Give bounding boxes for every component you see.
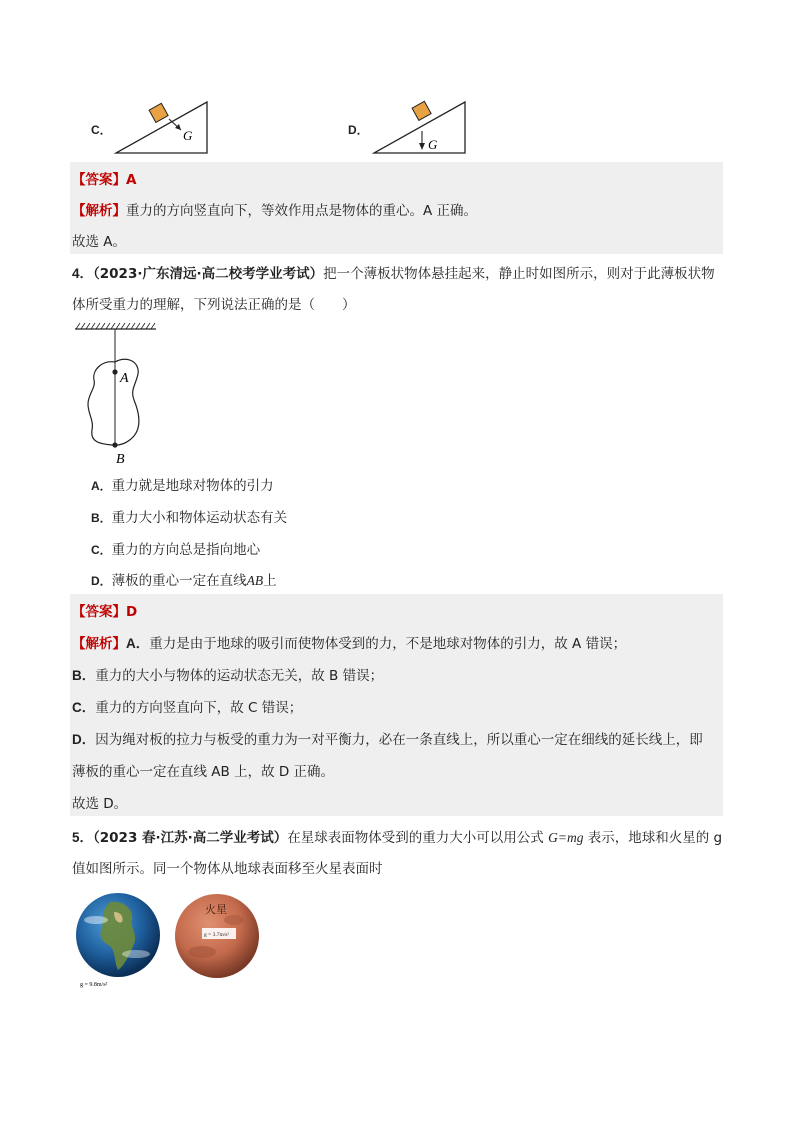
- earth-image: [76, 893, 160, 977]
- q4-option-a: [91, 474, 274, 494]
- analysis-text: 重力的方向竖直向下，等效作用点是物体的重心。A 正确。: [126, 203, 478, 219]
- analysis-tag: 【解析】: [72, 203, 126, 219]
- analysis-text: 因为绳对板的拉力与板受的重力为一对平衡力，必在一条直线上，所以重心一定在细线的延长线上，即: [95, 732, 703, 748]
- option-d-figure: [372, 100, 468, 156]
- formula: G=mg: [548, 830, 584, 845]
- analysis-letter: D．: [72, 732, 96, 747]
- q5-stem-line2: 值如图所示。同一个物体从地球表面移至火星表面时: [72, 861, 383, 877]
- q4-option-c: [91, 538, 260, 558]
- hanging-plate-figure: [72, 322, 162, 468]
- option-text-after: 上: [263, 573, 277, 589]
- question-source: （2023 春·江苏·高二学业考试）: [93, 830, 288, 846]
- answer-value: A: [126, 172, 137, 188]
- q4-answer-line: [72, 600, 137, 620]
- option-letter: A．: [91, 479, 112, 493]
- analysis-letter: B．: [72, 668, 96, 683]
- mars-title: 火星: [205, 904, 227, 916]
- q4-analysis-a: [72, 632, 626, 652]
- analysis-letter: C．: [72, 700, 96, 715]
- question-stem: 在星球表面物体受到的重力大小可以用公式: [287, 830, 549, 846]
- analysis-letter: A．: [126, 636, 150, 651]
- q3-conclusion: 故选 A。: [72, 234, 127, 250]
- option-text: 重力大小和物体运动状态有关: [111, 510, 288, 526]
- q4-analysis-cont: 薄板的重心一定在直线 AB 上，故 D 正确。: [72, 764, 335, 780]
- option-italic: AB: [246, 573, 264, 588]
- point-b-label: B: [116, 452, 125, 467]
- question-number: 5．: [72, 830, 94, 845]
- q4-stem-line2: 体所受重力的理解，下列说法正确的是（ ）: [72, 297, 356, 313]
- option-d-label: D．: [348, 123, 369, 137]
- q3-answer-line: [72, 168, 136, 188]
- q4-option-b: [91, 506, 287, 526]
- option-c-label: C．: [91, 123, 112, 137]
- analysis-tag: 【解析】: [72, 636, 126, 652]
- answer-tag: 【答案】: [72, 172, 126, 188]
- planets-figure: [74, 890, 270, 1002]
- earth-g-label: g = 9.8m/s²: [80, 982, 108, 988]
- q4-analysis-b: [72, 664, 383, 684]
- option-text: 重力就是地球对物体的引力: [111, 478, 274, 494]
- q4-option-d: [91, 569, 277, 589]
- force-label: G: [428, 137, 438, 152]
- force-label: G: [183, 128, 193, 143]
- answer-tag: 【答案】: [72, 604, 126, 620]
- option-text: 重力的方向总是指向地心: [111, 542, 261, 558]
- analysis-text: 重力是由于地球的吸引而使物体受到的力，不是地球对物体的引力，故 A 错误；: [149, 636, 627, 652]
- answer-value: D: [126, 604, 138, 620]
- option-c-figure: [114, 100, 210, 156]
- option-letter: C．: [91, 543, 112, 557]
- analysis-text: 重力的方向竖直向下，故 C 错误；: [95, 700, 303, 716]
- point-a-dot: [112, 369, 117, 374]
- q3-analysis-line: [72, 199, 477, 219]
- question-source: （2023·广东清远·高二校考学业考试）: [93, 266, 324, 282]
- q4-conclusion: 故选 D。: [72, 796, 128, 812]
- option-letter: D．: [91, 574, 112, 588]
- q5-stem-line1: [72, 826, 722, 846]
- option-letter: B．: [91, 511, 112, 525]
- q4-analysis-c: [72, 696, 302, 716]
- mars-g-label: g = 3.7m/s²: [204, 932, 230, 938]
- q4-stem-line1: [72, 262, 715, 282]
- question-stem: 把一个薄板状物体悬挂起来，静止时如图所示，则对于此薄板状物: [323, 266, 715, 282]
- analysis-text: 重力的大小与物体的运动状态无关，故 B 错误；: [95, 668, 384, 684]
- point-a-label: A: [120, 371, 129, 386]
- block: [412, 101, 431, 120]
- ceiling-hatch: [76, 323, 155, 329]
- block: [149, 103, 168, 122]
- question-number: 4．: [72, 266, 94, 281]
- option-text: 薄板的重心一定在直线: [111, 573, 247, 589]
- q4-analysis-d: [72, 728, 703, 748]
- point-b-dot: [112, 442, 117, 447]
- question-stem-cont: 表示，地球和火星的 g: [583, 830, 723, 846]
